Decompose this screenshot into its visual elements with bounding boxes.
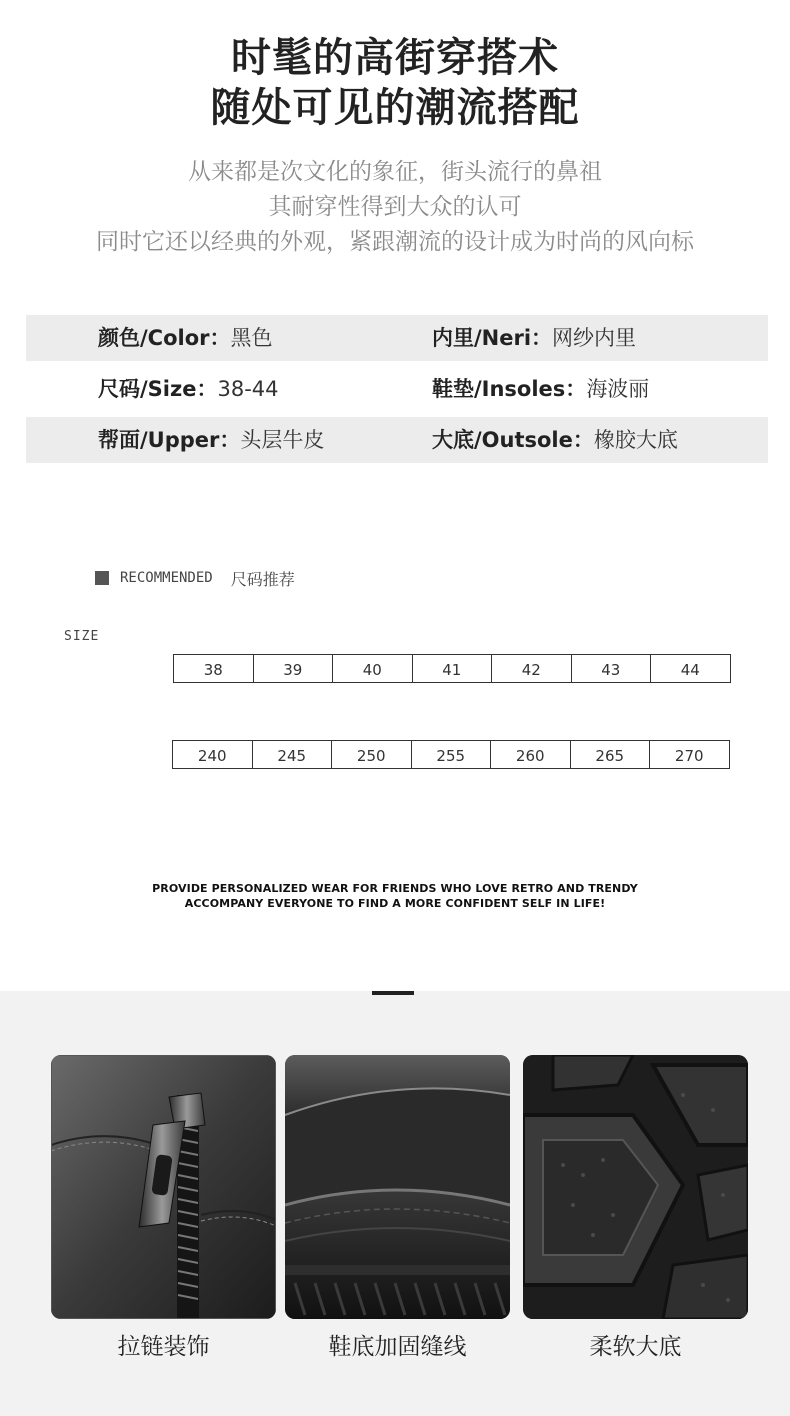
spec-value: 橡胶大底 (593, 428, 678, 452)
spec-insoles (432, 366, 649, 412)
spec-row-1 (26, 315, 768, 361)
section-mark (372, 991, 414, 995)
spec-key: 内里/Neri： (432, 326, 553, 350)
subline-2: 其耐穿性得到大众的认可 (268, 194, 522, 220)
zipper-illustration (51, 1055, 276, 1319)
spec-size (98, 366, 279, 412)
spec-value: 38-44 (217, 377, 279, 401)
size-cell: 270 (650, 741, 730, 769)
headline-line-2: 随处可见的潮流搭配 (210, 85, 580, 131)
size-cell: 40 (333, 655, 413, 683)
size-cell: 265 (570, 741, 650, 769)
sole-stitch-photo (285, 1055, 510, 1319)
size-cell: 44 (651, 655, 731, 683)
size-cell: 43 (571, 655, 651, 683)
size-label: SIZE (64, 629, 100, 644)
spec-lining (432, 315, 636, 361)
spec-key: 大底/Outsole： (432, 428, 594, 452)
size-cell: 245 (252, 741, 332, 769)
spec-key: 尺码/Size： (98, 377, 218, 401)
subline-3: 同时它还以经典的外观，紧跟潮流的设计成为时尚的风向标 (96, 229, 694, 255)
eu-size-table (173, 654, 731, 683)
spec-value: 网纱内里 (552, 326, 637, 350)
size-cell: 41 (412, 655, 492, 683)
feature-band (0, 991, 790, 1416)
recommended-en: RECOMMENDED (120, 570, 213, 586)
mm-size-table (172, 740, 730, 769)
spec-key: 帮面/Upper： (98, 428, 241, 452)
spec-key: 鞋垫/Insoles： (432, 377, 587, 401)
size-cell: 255 (411, 741, 491, 769)
square-bullet-icon (95, 571, 109, 585)
size-cell: 240 (173, 741, 253, 769)
tagline-line-1: PROVIDE PERSONALIZED WEAR FOR FRIENDS WHO LOVE RETRO AND TRENDY (152, 882, 638, 895)
zipper-photo (51, 1055, 276, 1319)
spec-value: 海波丽 (586, 377, 650, 401)
table-row (173, 741, 730, 769)
spec-row-2 (26, 366, 768, 412)
rubber-outsole-illustration (523, 1055, 748, 1319)
spec-key: 颜色/Color： (98, 326, 231, 350)
table-row (174, 655, 731, 683)
spec-color (98, 315, 273, 361)
spec-value: 黑色 (230, 326, 273, 350)
spec-outsole (432, 417, 678, 463)
spec-value: 头层牛皮 (240, 428, 325, 452)
spec-upper (98, 417, 324, 463)
feature-caption-stitching: 鞋底加固缝线 (328, 1334, 467, 1360)
size-cell: 38 (174, 655, 254, 683)
recommended-heading (95, 568, 295, 588)
headline-line-1: 时髦的高街穿搭术 (231, 35, 559, 81)
tagline-line-2: ACCOMPANY EVERYONE TO FIND A MORE CONFIDENT SELF IN LIFE! (184, 897, 606, 910)
size-cell: 260 (491, 741, 571, 769)
size-cell: 39 (253, 655, 333, 683)
stitched-sole-illustration (285, 1055, 510, 1319)
size-cell: 250 (332, 741, 412, 769)
feature-caption-outsole: 柔软大底 (589, 1334, 682, 1360)
size-cell: 42 (492, 655, 572, 683)
spec-row-3 (26, 417, 768, 463)
subline-1: 从来都是次文化的象征，街头流行的鼻祖 (188, 159, 602, 185)
recommended-cn: 尺码推荐 (230, 569, 295, 589)
outsole-photo (523, 1055, 748, 1319)
feature-caption-zipper: 拉链装饰 (117, 1334, 210, 1360)
